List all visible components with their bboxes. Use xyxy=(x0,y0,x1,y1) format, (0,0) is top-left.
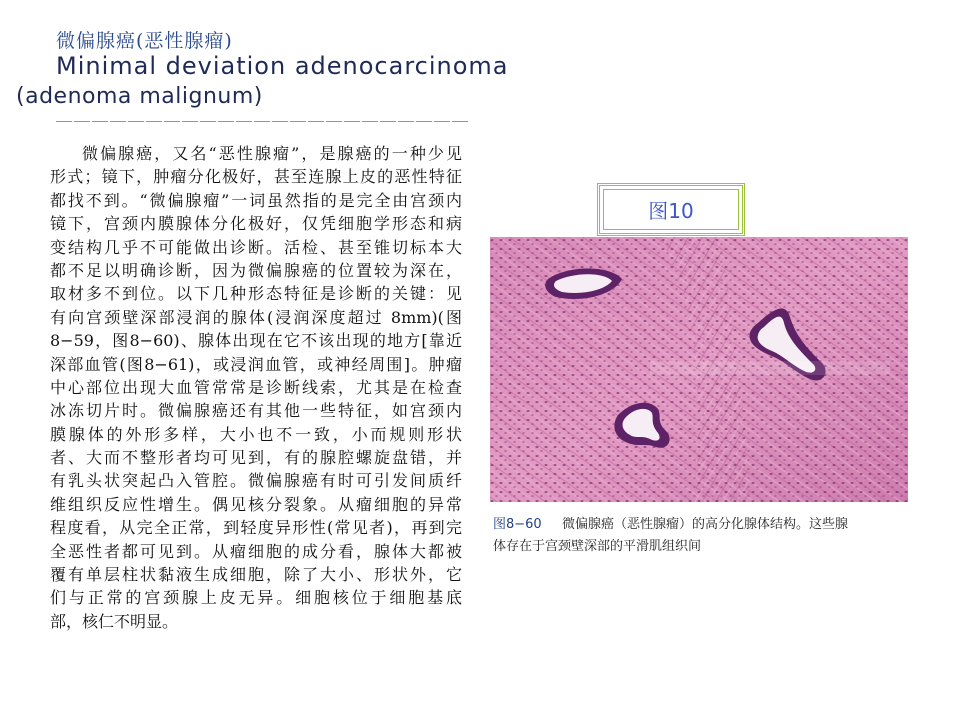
body-line: 者、大而不整形者均可见到，有的腺腔螺旋盘错，并 xyxy=(50,448,462,468)
body-line: 有向宫颈壁深部浸润的腺体(浸润深度超过 8mm)(图 xyxy=(50,307,462,327)
body-line: 微偏腺癌，又名“恶性腺瘤”，是腺癌的一种少见 xyxy=(82,144,462,163)
body-line: 中心部位出现大血管常常是诊断线索，尤其是在检查 xyxy=(50,377,462,397)
body-line: 覆有单层柱状黏液生成细胞，除了大小、形状外，它 xyxy=(50,565,462,585)
body-line: 部，核仁不明显。 xyxy=(50,611,179,631)
caption-figure-number: 图8−60 xyxy=(493,517,542,532)
body-line: 都不足以明确诊断，因为微偏腺癌的位置较为深在， xyxy=(50,260,462,280)
body-line: 深部血管(图8−61)，或浸润血管，或神经周围]。肿瘤 xyxy=(50,354,462,374)
body-line: 程度看，从完全正常，到轻度异形性(常见者)，再到完 xyxy=(50,518,462,538)
figure-label: 图10 xyxy=(648,199,694,223)
body-line: 都找不到。“微偏腺瘤”一词虽然指的是完全由宫颈内 xyxy=(50,190,462,210)
figure-caption xyxy=(493,514,913,558)
caption-line-1 xyxy=(493,514,913,536)
body-line: 有乳头状突起凸入管腔。微偏腺癌有时可引发间质纤 xyxy=(50,471,462,491)
body-line: 维组织反应性增生。偶见核分裂象。从瘤细胞的异常 xyxy=(50,494,462,514)
body-line: 们与正常的宫颈腺上皮无异。细胞核位于细胞基底 xyxy=(50,588,462,608)
caption-line-2: 体存在于宫颈壁深部的平滑肌组织间 xyxy=(493,539,702,554)
micrograph-image xyxy=(490,237,908,502)
body-line: 形式；镜下，肿瘤分化极好，甚至连腺上皮的恶性特征 xyxy=(50,167,462,187)
figure-label-box xyxy=(597,183,745,236)
body-line: 膜腺体的外形多样，大小也不一致，小而规则形状 xyxy=(50,424,462,444)
cropped-text-fragment xyxy=(56,116,476,122)
body-line: 镜下，宫颈内膜腺体分化极好，仅凭细胞学形态和病 xyxy=(50,214,462,234)
body-line: 变结构几乎不可能做出诊断。活检、甚至锥切标本大 xyxy=(50,237,462,257)
histology-micrograph xyxy=(490,237,908,502)
body-paragraph xyxy=(50,142,462,633)
body-line: 8−59，图8−60)、腺体出现在它不该出现的地方[靠近 xyxy=(50,331,462,351)
body-line: 全恶性者都可见到。从瘤细胞的成分看，腺体大都被 xyxy=(50,541,462,561)
body-line: 冰冻切片时。微偏腺癌还有其他一些特征，如宫颈内 xyxy=(50,401,462,421)
body-line: 取材多不到位。以下几种形态特征是诊断的关键：见 xyxy=(50,284,462,304)
section-title-english-line2: (adenoma malignum) xyxy=(16,84,263,109)
caption-text-1: 微偏腺癌（恶性腺瘤）的高分化腺体结构。这些腺 xyxy=(562,517,849,532)
section-title-english-line1: Minimal deviation adenocarcinoma xyxy=(56,52,509,80)
section-title-chinese: 微偏腺癌(恶性腺瘤) xyxy=(56,30,233,52)
